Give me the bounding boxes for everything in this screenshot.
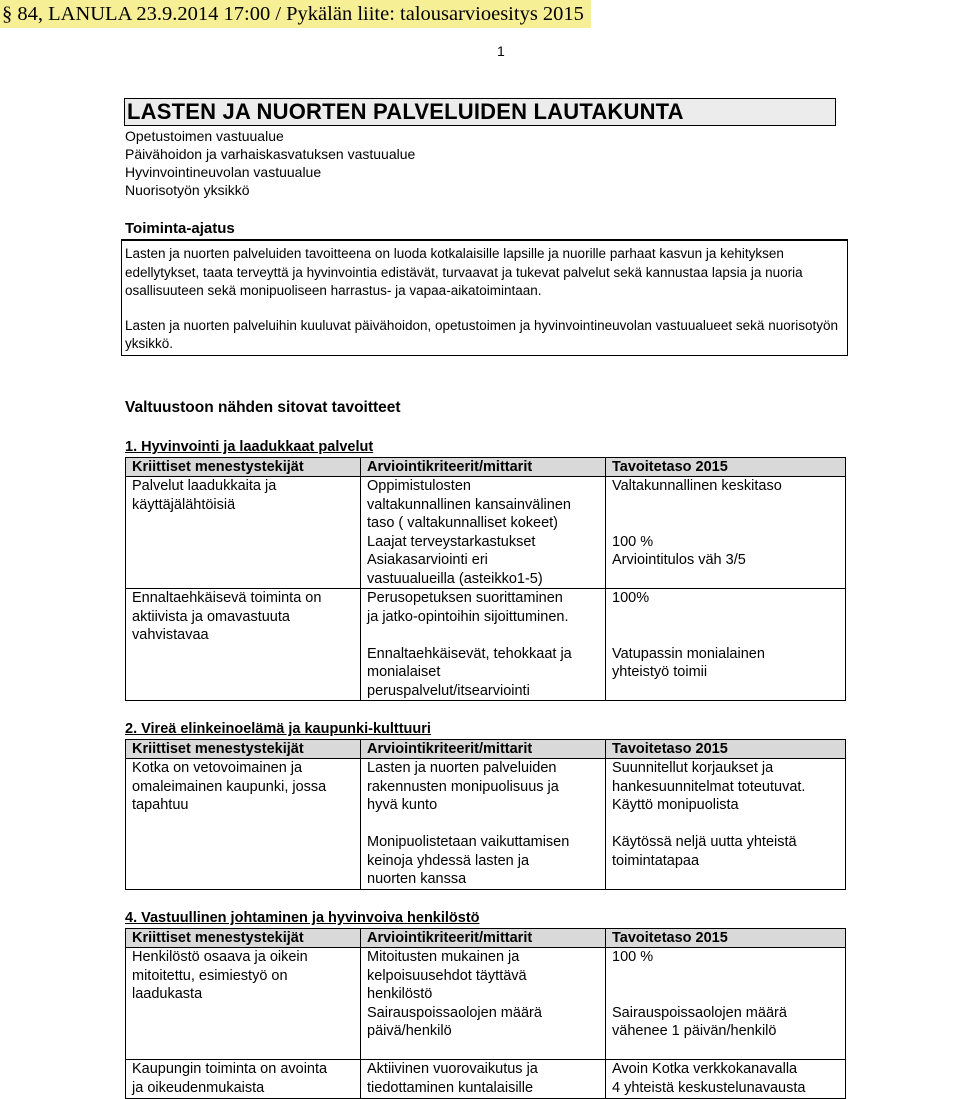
binding-goals-heading: Valtuustoon nähden sitovat tavoitteet bbox=[125, 399, 401, 416]
page-number: 1 bbox=[497, 43, 505, 59]
mission-text bbox=[125, 245, 843, 370]
table-header-row bbox=[126, 929, 846, 948]
cell-text: Palvelut laadukkaita ja käyttäjälähtöisiä bbox=[132, 478, 277, 513]
cell-text: Avoin Kotka verkkokanavalla 4 yhteistä keskustelunavausta bbox=[612, 1061, 806, 1096]
table-cell bbox=[361, 589, 606, 701]
area-item: Opetustoimen vastuualue bbox=[125, 128, 284, 144]
committee-title: LASTEN JA NUORTEN PALVELUIDEN LAUTAKUNTA bbox=[127, 99, 684, 124]
table-row bbox=[126, 589, 846, 701]
table-header-row bbox=[126, 458, 846, 477]
goal-title: 1. Hyvinvointi ja laadukkaat palvelut bbox=[125, 439, 374, 455]
header-critical-factors: Kriittiset menestystekijät bbox=[126, 458, 361, 477]
area-item: Päivähoidon ja varhaiskasvatuksen vastuualue bbox=[125, 146, 416, 162]
table-cell bbox=[126, 589, 361, 701]
table-cell bbox=[361, 948, 606, 1060]
header-critical-factors: Kriittiset menestystekijät bbox=[126, 740, 361, 759]
table-row bbox=[126, 759, 846, 890]
table-cell bbox=[361, 477, 606, 589]
table-cell bbox=[606, 1060, 846, 1099]
cell-text: Kaupungin toiminta on avointa ja oikeudenmukaista bbox=[132, 1061, 328, 1096]
mission-heading: Toiminta-ajatus bbox=[125, 220, 235, 237]
mission-paragraph: Lasten ja nuorten palveluiden tavoitteena on luoda kotkalaisille lapsille ja nuorille parhaat kasvun ja kehityksen edellytykset, taata terveyttä ja hyvinvointia edistävät, turvaavat ja tukevat palvelut sekä kannustaa lapsia ja nuoria osallisuuteen sekä monipuoliseen harrastus- ja vapaa-aikatoimintaan. bbox=[125, 246, 803, 298]
table-row bbox=[126, 477, 846, 589]
table-row bbox=[126, 948, 846, 1060]
meeting-header-text: 84, LANULA 23.9.2014 17:00 / Pykälän liite: talousarvioesitys 2015 bbox=[17, 3, 584, 25]
table-cell bbox=[606, 589, 846, 701]
cell-text: Aktiivinen vuorovaikutus ja tiedottaminen kuntalaisille bbox=[367, 1061, 538, 1096]
cell-text: 100% Vatupassin monialainen yhteistyö toimii bbox=[612, 590, 765, 680]
header-criteria: Arviointikriteerit/mittarit bbox=[361, 458, 606, 477]
cell-text: 100 % Sairauspoissaolojen määrä vähenee 1 päivän/henkilö bbox=[612, 949, 787, 1039]
cell-text: Perusopetuksen suorittaminen ja jatko-opintoihin sijoittuminen. Ennaltaehkäisevät, tehokkaat ja monialaiset peruspalvelut/itsearviointi bbox=[367, 590, 572, 699]
table-cell bbox=[126, 759, 361, 890]
goal-table bbox=[125, 457, 846, 701]
meeting-header bbox=[0, 0, 591, 28]
cell-text: Valtakunnallinen keskitaso 100 % Arviointitulos väh 3/5 bbox=[612, 478, 782, 568]
goal-table bbox=[125, 739, 846, 890]
table-row bbox=[126, 1060, 846, 1099]
header-target-level: Tavoitetaso 2015 bbox=[606, 740, 846, 759]
table-cell bbox=[126, 948, 361, 1060]
table-header-row bbox=[126, 740, 846, 759]
area-item: Nuorisotyön yksikkö bbox=[125, 182, 250, 198]
committee-title-box bbox=[124, 98, 836, 126]
section-sign: § bbox=[2, 3, 13, 25]
cell-text: Ennaltaehkäisevä toiminta on aktiivista ja omavastuuta vahvistavaa bbox=[132, 590, 322, 643]
header-criteria: Arviointikriteerit/mittarit bbox=[361, 740, 606, 759]
table-cell bbox=[126, 477, 361, 589]
area-item: Hyvinvointineuvolan vastuualue bbox=[125, 164, 322, 180]
mission-box bbox=[121, 239, 848, 356]
header-critical-factors: Kriittiset menestystekijät bbox=[126, 929, 361, 948]
table-cell bbox=[361, 1060, 606, 1099]
cell-text: Mitoitusten mukainen ja kelpoisuusehdot täyttävä henkilöstö Sairauspoissaolojen määrä päivä/henkilö bbox=[367, 949, 542, 1039]
goal-table bbox=[125, 928, 846, 1099]
goal-title: 4. Vastuullinen johtaminen ja hyvinvoiva henkilöstö bbox=[125, 910, 480, 926]
responsibility-areas bbox=[125, 127, 415, 199]
table-cell bbox=[126, 1060, 361, 1099]
goal-title: 2. Vireä elinkeinoelämä ja kaupunki-kulttuuri bbox=[125, 721, 431, 737]
table-cell bbox=[606, 759, 846, 890]
header-target-level: Tavoitetaso 2015 bbox=[606, 929, 846, 948]
header-criteria: Arviointikriteerit/mittarit bbox=[361, 929, 606, 948]
cell-text: Kotka on vetovoimainen ja omaleimainen kaupunki, jossa tapahtuu bbox=[132, 760, 327, 813]
header-target-level: Tavoitetaso 2015 bbox=[606, 458, 846, 477]
table-cell bbox=[606, 948, 846, 1060]
cell-text: Henkilöstö osaava ja oikein mitoitettu, esimiestyö on laadukasta bbox=[132, 949, 308, 1002]
table-cell bbox=[361, 759, 606, 890]
table-cell bbox=[606, 477, 846, 589]
mission-paragraph: Lasten ja nuorten palveluihin kuuluvat päivähoidon, opetustoimen ja hyvinvointineuvolan vastuualueet sekä nuorisotyön yksikkö. bbox=[125, 317, 838, 351]
cell-text: Oppimistulosten valtakunnallinen kansainvälinen taso ( valtakunnalliset kokeet) Laajat terveystarkastukset Asiakasarviointi eri vastuualueilla (asteikko1-5) bbox=[367, 478, 571, 587]
cell-text: Lasten ja nuorten palveluiden rakennusten monipuolisuus ja hyvä kunto Monipuolistetaan vaikuttamisen keinoja yhdessä lasten ja nuorten kanssa bbox=[367, 760, 570, 887]
cell-text: Suunnitellut korjaukset ja hankesuunnitelmat toteutuvat. Käyttö monipuolista Käytössä neljä uutta yhteistä toimintatapaa bbox=[612, 760, 806, 869]
